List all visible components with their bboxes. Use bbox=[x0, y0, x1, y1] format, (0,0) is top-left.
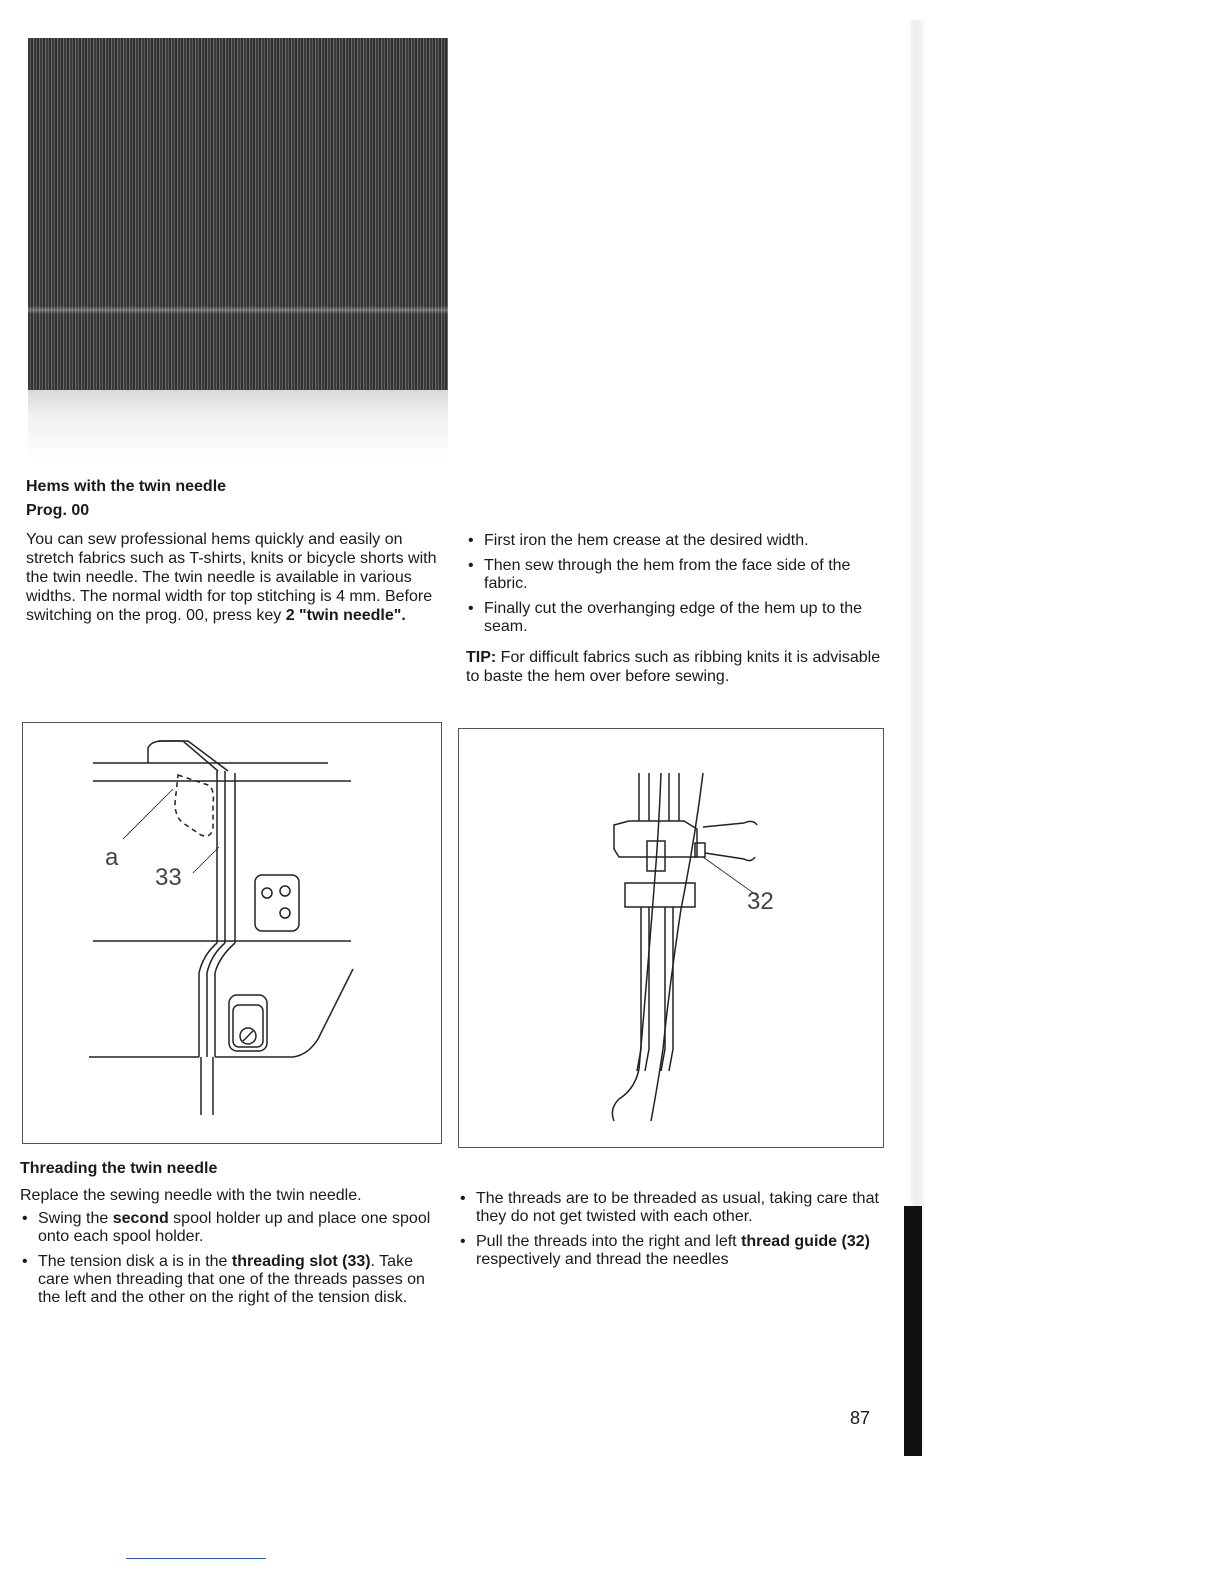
chapter-tab-bar bbox=[904, 1206, 922, 1456]
hem-steps-list bbox=[466, 532, 886, 643]
program-label: Prog. 00 bbox=[26, 502, 90, 519]
step-bold: second bbox=[112, 1210, 169, 1227]
list-item bbox=[20, 1210, 440, 1246]
step-text: respectively and thread the needles bbox=[476, 1251, 729, 1268]
list-item: • Then sew through the hem from the face side of the fabric. bbox=[466, 557, 886, 593]
label-33: 33 bbox=[155, 864, 182, 891]
list-item: • The threads are to be threaded as usual, taking care that they do not get twisted with each other. bbox=[458, 1190, 888, 1226]
tip-text: For difficult fabrics such as ribbing knits it is advisable to baste the hem over before sewing. bbox=[466, 649, 881, 685]
figure-thread-guide bbox=[458, 728, 884, 1148]
hem-description bbox=[26, 530, 446, 625]
threading-steps-left bbox=[20, 1210, 440, 1314]
hem-description-text: You can sew professional hems quickly and easily on stretch fabrics such as T-shirts, knits or bicycle shorts with the twin needle. The twin needle is available in various widths. The normal width for top stitching is 4 mm. Before switching on the prog. 00, press key bbox=[26, 531, 437, 624]
threading-steps-right bbox=[458, 1190, 888, 1276]
page-number: 87 bbox=[850, 1408, 871, 1428]
step-text: The tension disk a is in the bbox=[38, 1253, 232, 1270]
hem-description-key: 2 "twin needle". bbox=[285, 607, 406, 624]
scan-artifact-line bbox=[126, 1558, 266, 1559]
step-bold: threading slot (33) bbox=[231, 1253, 371, 1270]
hem-photo-fade bbox=[28, 390, 448, 460]
tip-note bbox=[466, 648, 886, 686]
label-32: 32 bbox=[747, 888, 774, 915]
threading-intro: Replace the sewing needle with the twin needle. bbox=[20, 1187, 362, 1204]
list-item bbox=[20, 1253, 440, 1307]
figure-threading-slot bbox=[22, 722, 442, 1144]
thread-guide-diagram bbox=[459, 729, 883, 1147]
list-item bbox=[458, 1233, 888, 1269]
step-bold: thread guide (32) bbox=[741, 1233, 870, 1250]
step-text: Pull the threads into the right and left bbox=[476, 1233, 742, 1250]
list-item: • Finally cut the overhanging edge of the hem up to the seam. bbox=[466, 600, 886, 636]
step-text: Swing the bbox=[38, 1210, 113, 1227]
tip-label: TIP: bbox=[466, 649, 497, 666]
step-text: . Take care when threading that one of the threads passes on the left and the other on the right of the tension disk. bbox=[38, 1253, 425, 1306]
section-title-threading: Threading the twin needle bbox=[20, 1160, 218, 1177]
list-item: • First iron the hem crease at the desired width. bbox=[466, 532, 886, 550]
step-text: spool holder up and place one spool onto each spool holder. bbox=[38, 1210, 431, 1245]
threading-slot-diagram bbox=[23, 723, 441, 1143]
label-a: a bbox=[105, 844, 119, 871]
hem-photo bbox=[28, 38, 448, 390]
section-title-hems: Hems with the twin needle bbox=[26, 478, 227, 495]
